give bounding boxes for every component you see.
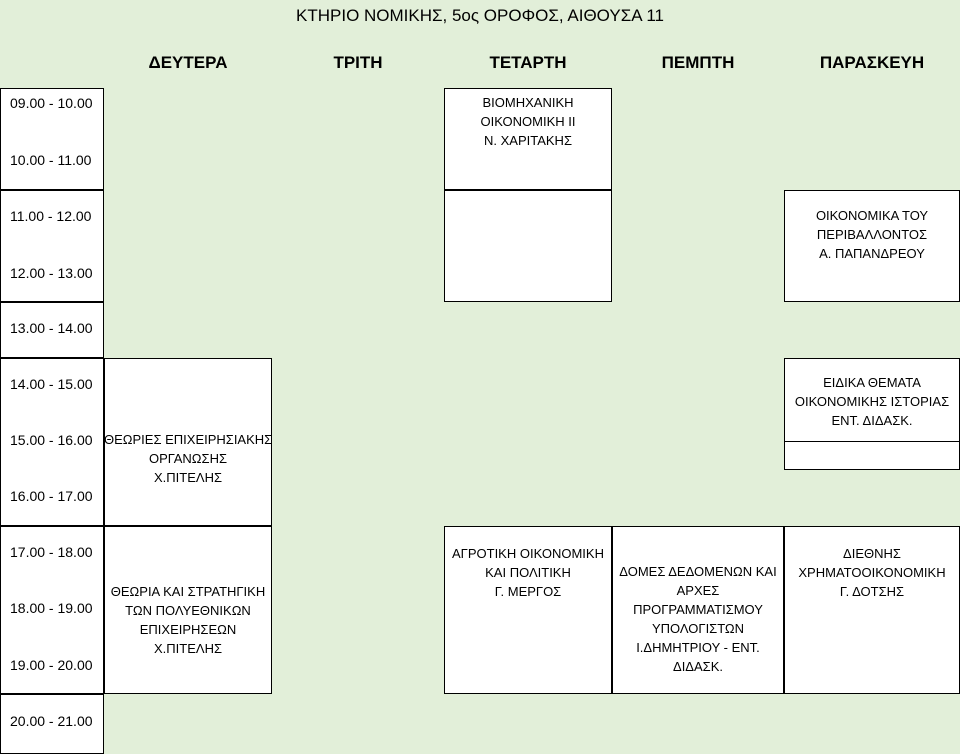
course-international-finance	[784, 544, 960, 601]
course-title-line: ΤΩΝ ΠΟΛΥΕΘΝΙΚΩΝ	[125, 603, 251, 618]
course-economic-history	[784, 373, 960, 430]
course-instructor: Ι.ΔΗΜΗΤΡΙΟΥ - ΕΝΤ.	[636, 640, 760, 655]
course-instructor: Γ. ΜΕΡΓΟΣ	[494, 584, 562, 599]
time-label: 11.00 - 12.00	[10, 208, 92, 224]
course-title-line: ΑΓΡΟΤΙΚΗ ΟΙΚΟΝΟΜΙΚΗ	[452, 546, 604, 561]
course-instructor: ΔΙΔΑΣΚ.	[673, 659, 723, 674]
time-label: 19.00 - 20.00	[10, 657, 93, 673]
day-header-friday: ΠΑΡΑΣΚΕΥΗ	[819, 53, 925, 72]
course-title-line: ΧΡΗΜΑΤΟΟΙΚΟΝΟΜΙΚΗ	[798, 565, 946, 580]
course-instructor: Α. ΠΑΠΑΝΔΡΕΟΥ	[819, 246, 925, 261]
course-title-line: ΟΙΚΟΝΟΜΙΚΗΣ ΙΣΤΟΡΙΑΣ	[794, 394, 950, 409]
course-environmental-economics	[784, 206, 960, 263]
course-title-line: ΠΕΡΙΒΑΛΛΟΝΤΟΣ	[816, 227, 928, 242]
time-label: 13.00 - 14.00	[10, 320, 93, 336]
course-title-line: ΚΑΙ ΠΟΛΙΤΙΚΗ	[485, 565, 571, 580]
time-label: 12.00 - 13.00	[10, 265, 93, 281]
course-title-line: ΒΙΟΜΗΧΑΝΙΚΗ	[482, 95, 574, 110]
course-title-line: ΑΡΧΕΣ	[676, 583, 720, 598]
row-band-lunch	[0, 302, 960, 358]
course-organization-theories	[104, 430, 272, 487]
time-label: 10.00 - 11.00	[10, 152, 92, 168]
course-title-line: ΘΕΩΡΙΑ ΚΑΙ ΣΤΡΑΤΗΓΙΚΗ	[110, 584, 266, 599]
row-band-night	[0, 694, 960, 754]
course-title-line: ΟΙΚΟΝΟΜΙΚΗ ΙΙ	[480, 114, 576, 129]
course-title-line: ΕΙΔΙΚΑ ΘΕΜΑΤΑ	[823, 375, 921, 390]
day-header-tuesday: ΤΡΙΤΗ	[333, 53, 383, 72]
course-title-line: ΟΡΓΑΝΩΣΗΣ	[149, 451, 227, 466]
course-data-structures	[612, 562, 784, 676]
course-multinational-strategy	[104, 582, 272, 658]
empty-slot	[444, 190, 612, 302]
day-header-wednesday: ΤΕΤΑΡΤΗ	[489, 53, 567, 72]
course-title-line: ΔΟΜΕΣ ΔΕΔΟΜΕΝΩΝ ΚΑΙ	[619, 564, 777, 579]
day-header-thursday: ΠΕΜΠΤΗ	[661, 53, 735, 72]
course-title-line: ΘΕΩΡΙΕΣ ΕΠΙΧΕΙΡΗΣΙΑΚΗΣ	[104, 432, 273, 447]
day-header-monday: ΔΕΥΤΕΡΑ	[148, 53, 228, 72]
time-label: 18.00 - 19.00	[10, 600, 93, 616]
course-instructor: Ν. ΧΑΡΙΤΑΚΗΣ	[484, 133, 572, 148]
course-instructor: Χ.ΠΙΤΕΛΗΣ	[153, 641, 222, 656]
course-title-line: ΠΡΟΓΡΑΜΜΑΤΙΣΜΟΥ	[633, 602, 763, 617]
time-label: 17.00 - 18.00	[10, 544, 93, 560]
course-title-line: ΕΠΙΧΕΙΡΗΣΕΩΝ	[139, 622, 237, 637]
course-industrial-economics	[444, 93, 612, 150]
time-label: 16.00 - 17.00	[10, 488, 93, 504]
course-instructor: Γ. ΔΟΤΣΗΣ	[839, 584, 905, 599]
course-instructor: Χ.ΠΙΤΕΛΗΣ	[153, 470, 222, 485]
page-title: ΚΤΗΡΙΟ ΝΟΜΙΚΗΣ, 5ος ΟΡΟΦΟΣ, ΑΙΘΟΥΣΑ 11	[296, 6, 664, 25]
course-instructor: ΕΝΤ. ΔΙΔΑΣΚ.	[831, 413, 913, 428]
course-title-line: ΟΙΚΟΝΟΜΙΚΑ ΤΟΥ	[815, 208, 929, 223]
time-label: 14.00 - 15.00	[10, 376, 93, 392]
time-label: 20.00 - 21.00	[10, 713, 93, 729]
course-title-line: ΔΙΕΘΝΗΣ	[843, 546, 901, 561]
course-agricultural-economics	[444, 544, 612, 601]
time-label: 15.00 - 16.00	[10, 432, 93, 448]
course-title-line: ΥΠΟΛΟΓΙΣΤΩΝ	[651, 621, 745, 636]
time-label: 09.00 - 10.00	[10, 95, 93, 111]
